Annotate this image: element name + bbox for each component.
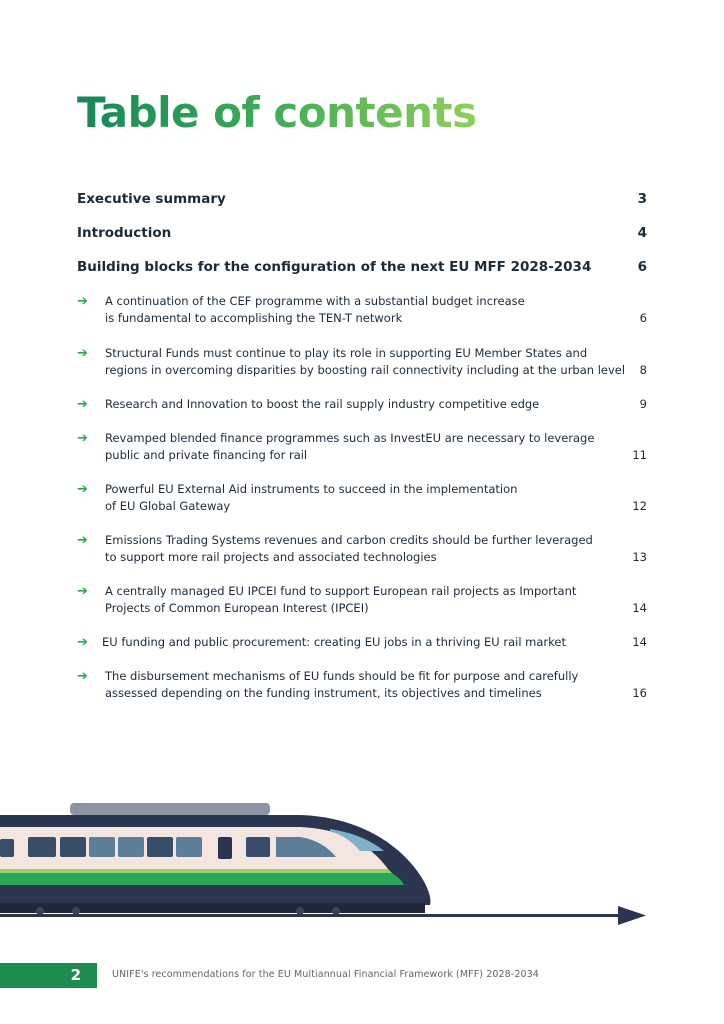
toc-entry-page: 16 [632, 686, 647, 700]
toc-sub-entry-line: Projects of Common European Interest (IPCEI) [105, 601, 369, 615]
arrow-right-icon: ➔ [77, 397, 88, 412]
train-window [60, 837, 86, 857]
train-wheel [72, 907, 80, 915]
train-wheel [296, 907, 304, 915]
train-window [118, 837, 144, 857]
train-light-stripe [0, 869, 392, 873]
toc-sub-entry-line: Revamped blended finance programmes such as InvestEU are necessary to leverage [105, 431, 595, 445]
train-window [28, 837, 56, 857]
toc-entry-page: 11 [632, 448, 647, 462]
toc-sub-entry-line: is fundamental to accomplishing the TEN-T network [105, 311, 403, 325]
toc-main-entry[interactable] [77, 223, 647, 243]
arrow-right-icon: ➔ [77, 294, 88, 309]
toc-sub-entry-line: Emissions Trading Systems revenues and carbon credits should be further leveraged [105, 533, 593, 547]
toc-sub-entry-line: The disbursement mechanisms of EU funds should be fit for purpose and carefully [105, 669, 579, 683]
toc-sub-entry-line: Powerful EU External Aid instruments to succeed in the implementation [105, 482, 518, 496]
toc-sub-entry[interactable] [77, 532, 647, 566]
arrow-right-icon: ➔ [77, 482, 88, 497]
toc-sub-entry-line: A centrally managed EU IPCEI fund to support European rail projects as Important [105, 584, 577, 598]
toc-entry-page: 12 [632, 499, 647, 513]
toc-entry-page: 3 [637, 191, 647, 207]
toc-sub-entry[interactable] [77, 583, 647, 617]
page-title: Table of contents [77, 88, 477, 137]
arrow-right-icon: ➔ [77, 431, 88, 446]
train-window [0, 839, 14, 857]
toc-entry-page: 14 [632, 601, 647, 615]
toc-entry-label: Introduction [77, 225, 172, 241]
toc-entry-label: Building blocks for the configuration of the next EU MFF 2028-2034 [77, 259, 592, 275]
toc-sub-entry-line: A continuation of the CEF programme with a substantial budget increase [105, 294, 525, 308]
train-door [218, 837, 232, 859]
toc-sub-entry-line: of EU Global Gateway [105, 499, 231, 513]
footer-text: UNIFE's recommendations for the EU Multiannual Financial Framework (MFF) 2028-2034 [112, 969, 539, 980]
toc-entry-page: 4 [637, 225, 647, 241]
arrow-right-icon: ➔ [77, 635, 88, 650]
toc-sub-entry-line: public and private financing for rail [105, 448, 308, 462]
train-illustration [0, 795, 724, 935]
toc-main-entry[interactable] [77, 257, 647, 277]
toc-entry-page: 13 [632, 550, 647, 564]
arrow-right-icon: ➔ [77, 669, 88, 684]
toc-entry-page: 9 [639, 397, 647, 411]
toc-sub-entry-line: to support more rail projects and associated technologies [105, 550, 437, 564]
toc-entry-page: 14 [632, 635, 647, 649]
toc-sub-entry[interactable] [77, 293, 647, 327]
toc-sub-entry-line: Structural Funds must continue to play its role in supporting EU Member States and [105, 346, 588, 360]
arrow-right-icon: ➔ [77, 533, 88, 548]
toc-sub-entry[interactable] [77, 481, 647, 515]
toc-entry-page: 6 [639, 311, 647, 325]
toc-sub-entry[interactable] [77, 430, 647, 464]
train-wheel [332, 907, 340, 915]
track-arrowhead-icon [618, 906, 646, 925]
train-green-stripe [0, 873, 404, 885]
footer-page-number: 2 [0, 963, 97, 988]
train-wheel [36, 907, 44, 915]
arrow-right-icon: ➔ [77, 346, 88, 361]
toc-main-entry[interactable] [77, 189, 647, 209]
toc-sub-entry[interactable] [77, 396, 647, 413]
toc-entry-page: 6 [637, 259, 647, 275]
train-roof-unit [70, 803, 270, 815]
train-window [89, 837, 115, 857]
train-undercarriage [0, 903, 425, 913]
toc-sub-entry-line: regions in overcoming disparities by boosting rail connectivity including at the urban level [105, 363, 626, 377]
arrow-right-icon: ➔ [77, 584, 88, 599]
train-window [246, 837, 270, 857]
track-line [0, 914, 622, 917]
toc-sub-entry[interactable] [77, 634, 647, 651]
toc-sub-entry-line: EU funding and public procurement: creating EU jobs in a thriving EU rail market [102, 635, 566, 649]
toc-sub-entry[interactable] [77, 345, 647, 379]
toc-entry-page: 8 [639, 363, 647, 377]
train-window [147, 837, 173, 857]
toc-sub-entry-line: assessed depending on the funding instrument, its objectives and timelines [105, 686, 542, 700]
toc-sub-entry[interactable] [77, 668, 647, 702]
toc-entry-label: Executive summary [77, 191, 226, 207]
toc-sub-entry-line: Research and Innovation to boost the rail supply industry competitive edge [105, 397, 540, 411]
train-window [176, 837, 202, 857]
